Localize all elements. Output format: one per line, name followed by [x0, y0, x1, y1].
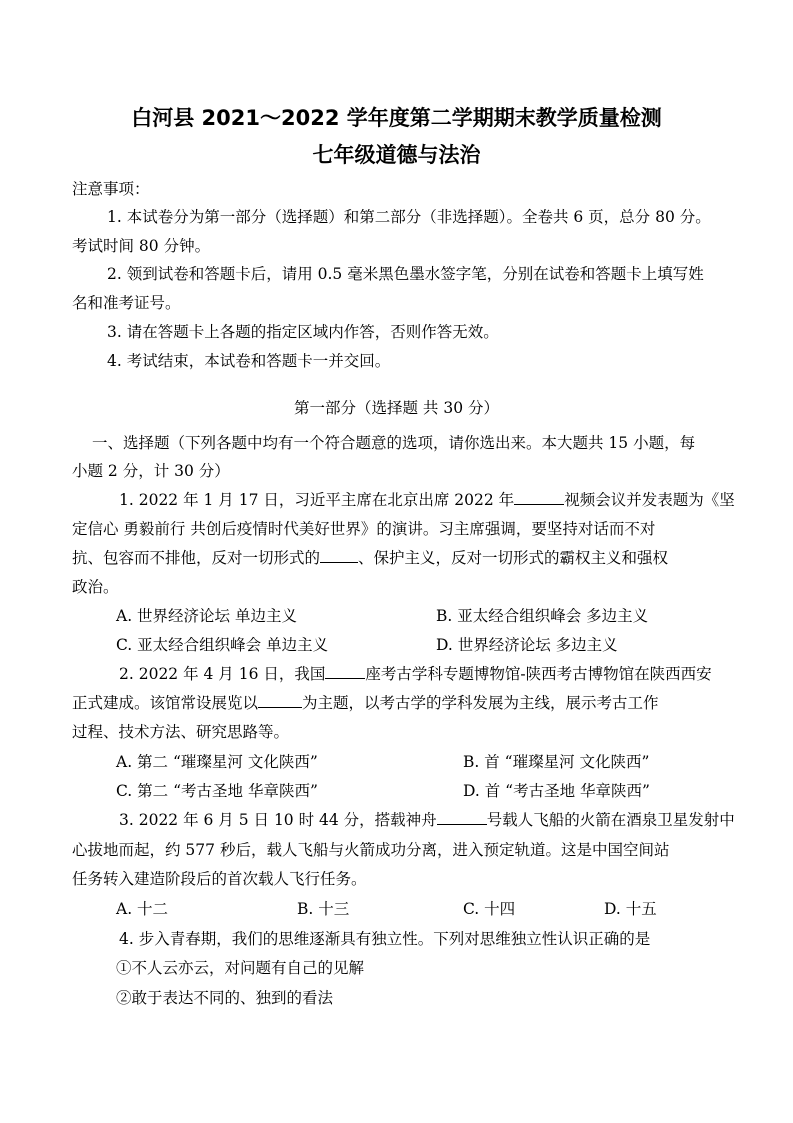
q3-line-3: 任务转入建造阶段后的首次载人飞行任务。 — [72, 870, 367, 888]
q3-option-a: A. 十二 — [116, 900, 169, 918]
q1-line-1 — [119, 488, 735, 512]
section-instructions-line-2: 小题 2 分，计 30 分） — [72, 462, 230, 480]
q2-option-c: C. 第二 “考古圣地 华章陕西” — [116, 782, 318, 800]
q3-blank-1 — [437, 809, 487, 825]
section-instructions-line-1: 一、选择题（下列各题中均有一个符合题意的选项，请你选出来。本大题共 15 小题，每 — [92, 434, 696, 452]
q2-blank-1 — [325, 663, 365, 679]
q2-text-a: 2. 2022 年 4 月 16 日，我国 — [119, 665, 326, 683]
part1-heading: 第一部分（选择题 共 30 分） — [293, 399, 499, 417]
q2-option-b: B. 首 “璀璨星河 文化陕西” — [463, 753, 650, 771]
q2-text-d: 为主题，以考古学的学科发展为主线，展示考古工作 — [302, 694, 659, 712]
q1-text-b: 视频会议并发表题为《坚 — [564, 491, 735, 509]
notice-item-1-line-1: 1. 本试卷分为第一部分（选择题）和第二部分（非选择题）。全卷共 6 页，总分 80 分。 — [107, 208, 711, 226]
notice-item-4: 4. 考试结束，本试卷和答题卡一并交回。 — [107, 352, 391, 370]
q2-line-1 — [119, 662, 712, 686]
q1-option-c: C. 亚太经合组织峰会 单边主义 — [116, 636, 329, 654]
q3-line-1 — [119, 808, 735, 832]
q1-text-a: 1. 2022 年 1 月 17 日，习近平主席在北京出席 2022 年 — [119, 491, 515, 509]
q1-blank-2 — [320, 547, 358, 563]
q1-text-c: 抗、包容而不排他，反对一切形式的 — [72, 549, 321, 567]
q3-option-b: B. 十三 — [297, 900, 350, 918]
q3-option-c: C. 十四 — [463, 900, 516, 918]
q1-blank-1 — [514, 489, 564, 505]
q1-line-2: 定信心 勇毅前行 共创后疫情时代美好世界》的演讲。习主席强调，要坚持对话而不对 — [72, 520, 656, 538]
q1-option-a: A. 世界经济论坛 单边主义 — [116, 607, 297, 625]
notice-heading: 注意事项： — [72, 180, 150, 198]
q2-option-d: D. 首 “考古圣地 华章陕西” — [463, 782, 650, 800]
q1-line-3 — [72, 546, 668, 570]
notice-item-2-line-2: 名和准考证号。 — [72, 294, 181, 312]
exam-title: 白河县 2021～2022 学年度第二学期期末教学质量检测 — [131, 106, 662, 130]
q2-text-c: 正式建成。该馆常设展览以 — [72, 694, 259, 712]
q4-statement-2: ②敢于表达不同的、独到的看法 — [116, 989, 334, 1007]
q3-option-d: D. 十五 — [604, 900, 657, 918]
q3-text-a: 3. 2022 年 6 月 5 日 10 时 44 分，搭载神舟 — [119, 811, 437, 829]
q1-text-d: 、保护主义，反对一切形式的霸权主义和强权 — [358, 549, 669, 567]
q1-line-4: 政治。 — [72, 578, 119, 596]
notice-item-2-line-1: 2. 领到试卷和答题卡后，请用 0.5 毫米黑色墨水签字笔，分别在试卷和答题卡上填写姓 — [107, 265, 704, 283]
q1-option-d: D. 世界经济论坛 多边主义 — [436, 636, 618, 654]
q2-line-3: 过程、技术方法、研究思路等。 — [72, 723, 290, 741]
notice-item-1-line-2: 考试时间 80 分钟。 — [72, 237, 211, 255]
exam-subtitle: 七年级道德与法治 — [312, 143, 481, 167]
q4-statement-1: ①不人云亦云，对问题有自己的见解 — [116, 959, 365, 977]
q2-option-a: A. 第二 “璀璨星河 文化陕西” — [116, 753, 318, 771]
q3-line-2: 心拔地而起，约 577 秒后，载人飞船与火箭成功分离，进入预定轨道。这是中国空间站 — [72, 841, 670, 859]
q3-text-b: 号载人飞船的火箭在酒泉卫星发射中 — [486, 811, 735, 829]
q2-line-2 — [72, 691, 659, 715]
q2-text-b: 座考古学科专题博物馆-陕西考古博物馆在陕西西安 — [365, 665, 712, 683]
notice-item-3: 3. 请在答题卡上各题的指定区域内作答，否则作答无效。 — [107, 323, 499, 341]
q1-option-b: B. 亚太经合组织峰会 多边主义 — [436, 607, 649, 625]
q2-blank-2 — [258, 692, 302, 708]
q4-stem: 4. 步入青春期，我们的思维逐渐具有独立性。下列对思维独立性认识正确的是 — [119, 930, 651, 948]
